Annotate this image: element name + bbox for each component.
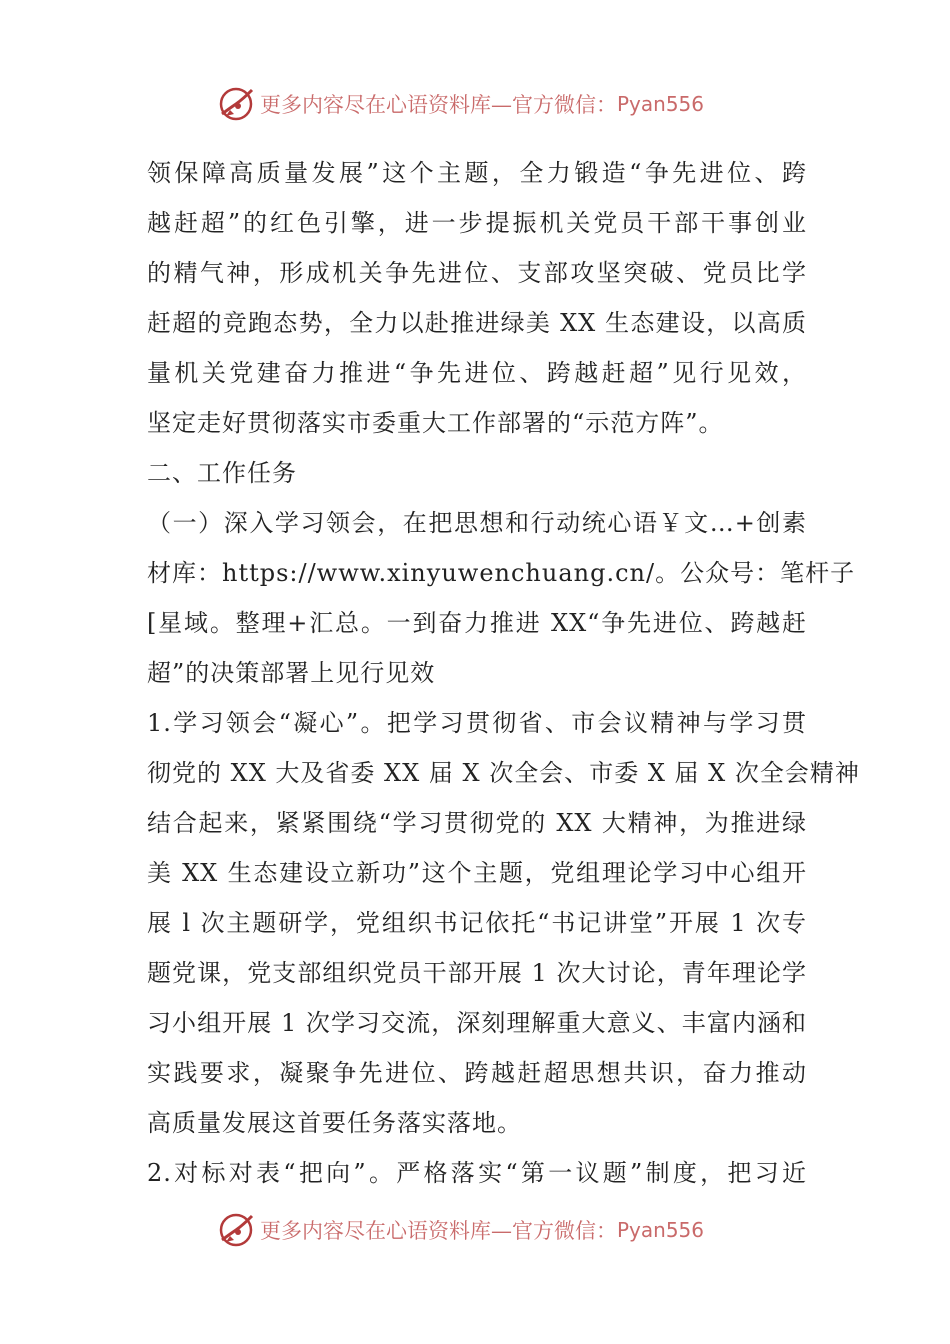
header-watermark-group	[216, 84, 704, 124]
body-line: 2.对标对表“把向”。严格落实“第一议题”制度，把习近	[147, 1159, 807, 1187]
body-line: 习小组开展 1 次学习交流，深刻理解重大意义、丰富内涵和	[147, 1009, 807, 1037]
body-line: 越赶超”的红色引擎，进一步提振机关党员干部干事创业	[147, 209, 807, 237]
body-line: 结合起来，紧紧围绕“学习贯彻党的 XX 大精神，为推进绿	[147, 809, 807, 837]
footer-watermark-wechat-id: Pyan556	[616, 1218, 704, 1242]
footer-watermark-text: 更多内容尽在心语资料库—官方微信：	[259, 1219, 617, 1243]
pen-logo-icon	[216, 1210, 256, 1250]
section-heading: 二、工作任务	[147, 459, 297, 487]
body-line: 展 l 次主题研学，党组织书记依托“书记讲堂”开展 1 次专	[147, 909, 807, 937]
header-watermark-wechat-id: Pyan556	[616, 92, 704, 116]
body-line: 赶超的竞跑态势，全力以赴推进绿美 XX 生态建设，以高质	[147, 309, 807, 337]
subsection-heading-line: 超”的决策部署上见行见效	[147, 659, 436, 687]
subsection-heading-line: （一）深入学习领会，在把思想和行动统心语￥文…+创素	[147, 509, 807, 537]
subsection-heading-line: 材库：https://www.xinyuwenchuang.cn/。公众号：笔杆子	[147, 559, 856, 587]
body-line: 的精气神，形成机关争先进位、支部攻坚突破、党员比学	[147, 259, 807, 287]
body-line: 坚定走好贯彻落实市委重大工作部署的“示范方阵”。	[147, 409, 724, 437]
body-line: 1.学习领会“凝心”。把学习贯彻省、市会议精神与学习贯	[147, 709, 807, 737]
body-line: 实践要求，凝聚争先进位、跨越赶超思想共识，奋力推动	[147, 1059, 807, 1087]
header-watermark-text: 更多内容尽在心语资料库—官方微信：	[259, 93, 617, 117]
header-watermark-banner	[0, 82, 950, 126]
document-body	[147, 148, 860, 1198]
body-line: 高质量发展这首要任务落实落地。	[147, 1109, 522, 1137]
footer-watermark-banner	[0, 1208, 950, 1252]
subsection-heading-line: [星域。整理+汇总。一到奋力推进 XX“争先进位、跨越赶	[147, 609, 807, 637]
body-line: 彻党的 XX 大及省委 XX 届 X 次全会、市委 X 届 X 次全会精神	[147, 759, 860, 787]
pen-logo-icon	[216, 84, 256, 124]
footer-watermark-group	[216, 1210, 704, 1250]
body-line: 量机关党建奋力推进“争先进位、跨越赶超”见行见效，	[147, 359, 807, 387]
body-line: 领保障高质量发展”这个主题，全力锻造“争先进位、跨	[147, 159, 807, 187]
body-line: 题党课，党支部组织党员干部开展 1 次大讨论，青年理论学	[147, 959, 807, 987]
body-line: 美 XX 生态建设立新功”这个主题，党组理论学习中心组开	[147, 859, 807, 887]
